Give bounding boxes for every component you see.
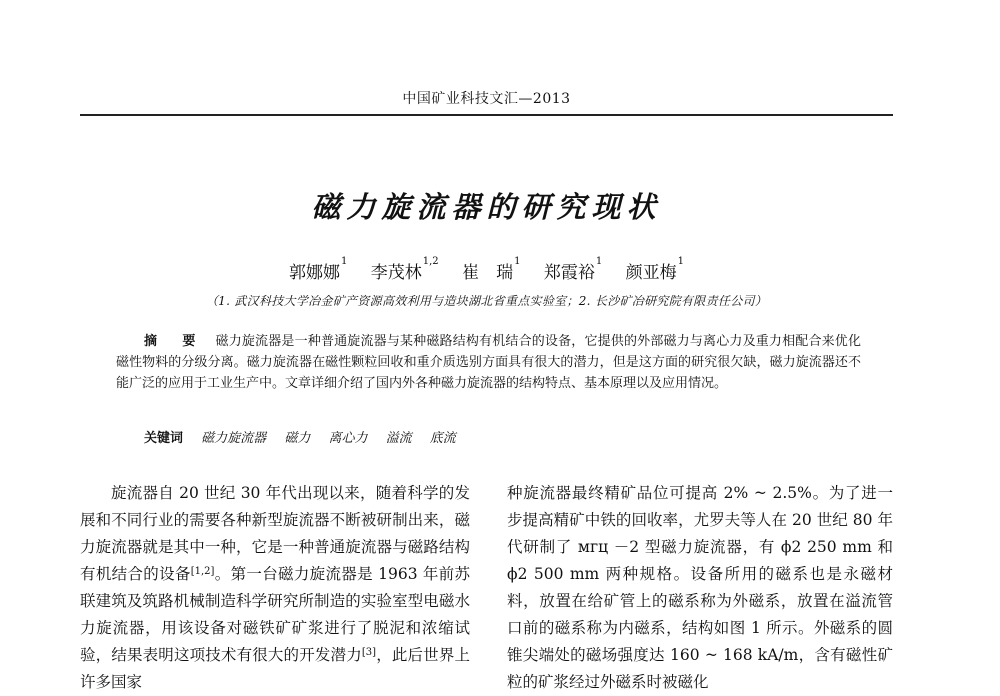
keyword: 离心力: [328, 431, 368, 446]
citation: [3]: [361, 647, 377, 658]
author-list: [80, 258, 893, 283]
keyword: 磁力旋流器: [201, 431, 267, 446]
header-rule: [80, 114, 893, 116]
author-affiliation-mark: 1: [677, 256, 685, 267]
author: [544, 258, 602, 283]
author-affiliation-mark: 1,2: [422, 256, 439, 267]
author-name: 李茂林: [370, 263, 422, 283]
abstract: [116, 331, 861, 394]
body-text: ，此后世界上许多国家: [80, 646, 470, 691]
keywords: [144, 428, 844, 449]
author: [626, 258, 684, 283]
body-paragraph: 种旋流器最终精矿品位可提高 2% ~ 2.5%。为了进一步提高精矿中铁的回收率，尤罗夫等人在 20 世纪 80 年代研制了 мгц －2 型磁力旋流器，有 ϕ2 250 mm 和 ϕ2 500 mm 两种规格。设备所用的磁系也是永磁材料，放置在给矿管上的磁系称为外磁系，放置在溢流管口前的磁系称为内磁系，结构如图 1 所示。外磁系的圆锥尖端处的磁场强度达 160 ~ 168 kA/m，含有磁性矿粒的矿浆经过外磁系时被磁化: [507, 484, 893, 691]
keyword: 底流: [429, 431, 456, 446]
affiliation: （1. 武汉科技大学冶金矿产资源高效利用与造块湖北省重点实验室；2. 长沙矿冶研究院有限责任公司）: [205, 294, 768, 308]
author-name: 颜亚梅: [625, 263, 677, 283]
body-text: 旋流器自 20 世纪 30 年代出现以来，随着科学的发展和不同行业的需要各种新型旋流器不断被研制出来，磁力旋流器就是其中一种，它是一种普通旋流器与磁路结构有机结合的设备: [80, 484, 470, 583]
abstract-text: 磁力旋流器是一种普通旋流器与某种磁路结构有机结合的设备，它提供的外部磁力与离心力及重力相配合来优化磁性物料的分级分离。磁力旋流器在磁性颗粒回收和重介质选别方面具有很大的潜力，但是这方面的研究很欠缺，磁力旋流器还不能广泛的应用于工业生产中。文章详细介绍了国内外各种磁力旋流器的结构特点、基本原理以及应用情况。: [116, 334, 861, 391]
keywords-label: 关键词: [144, 431, 184, 446]
body-column-left: [80, 480, 470, 696]
author-name: 郭娜娜: [288, 263, 340, 283]
body-text: 。第一台磁力旋流器是 1963 年前苏联建筑及筑路机械制造科学研究所制造的实验室型电磁水力旋流器，用该设备对磁铁矿矿浆进行了脱泥和浓缩试验，结果表明这项技术有很大的开发潜力: [80, 565, 470, 664]
author-affiliation-mark: 1: [340, 256, 348, 267]
keyword: 磁力: [284, 431, 311, 446]
author: [462, 258, 520, 283]
body-column-right: [507, 480, 893, 696]
citation: [1,2]: [190, 566, 215, 577]
article-title: 磁力旋流器的研究现状: [311, 190, 662, 224]
author-name: 郑霞裕: [543, 263, 595, 283]
author-name: 崔 瑞: [462, 263, 514, 283]
author-affiliation-mark: 1: [514, 256, 521, 267]
author-affiliation-mark: 1: [595, 256, 603, 267]
running-head: 中国矿业科技文汇—2013: [402, 91, 571, 107]
author: [371, 258, 439, 283]
abstract-label: 摘 要: [144, 334, 202, 349]
author: [289, 258, 347, 283]
keyword: 溢流: [385, 431, 412, 446]
body-paragraph: [80, 480, 470, 696]
